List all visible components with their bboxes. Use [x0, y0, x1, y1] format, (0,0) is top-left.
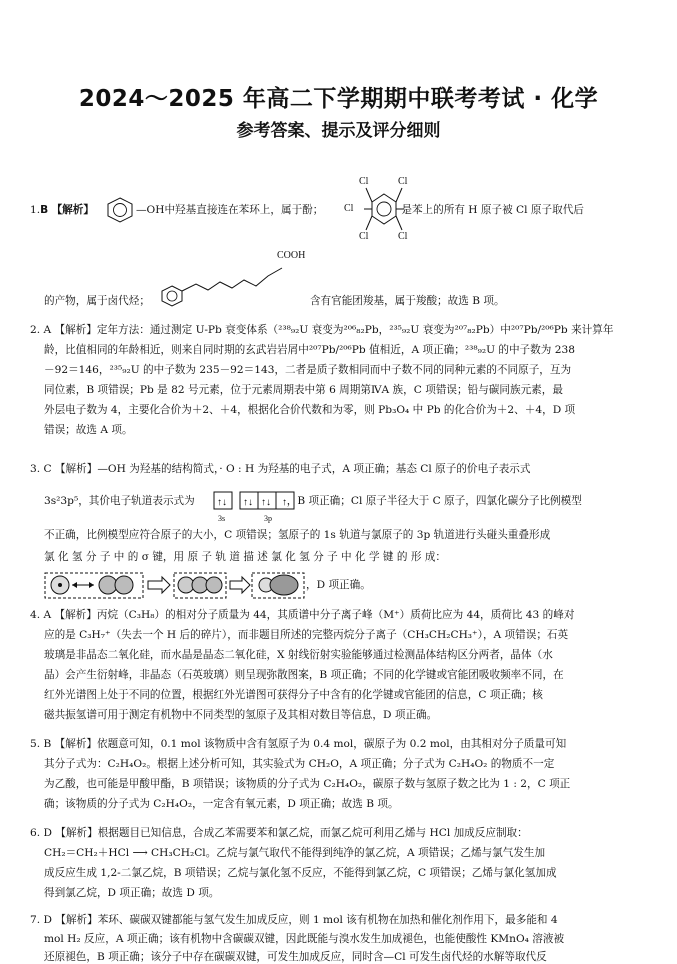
- q5-line: 为乙酸，也可能是甲酸甲酯，B 项错误；该物质的分子式为 C₂H₄O₂，碳原子数与氢原子数之比为 1 : 2，C 项正: [44, 778, 571, 790]
- orbital-diagram-icon: [213, 490, 303, 524]
- orbital-label-3s: 3s: [218, 514, 226, 523]
- q3-line: ，D 项正确。: [306, 579, 371, 591]
- q2-line: 外层电子数为 4，主要化合价为＋2、＋4，根据化合价代数和为零，则 Pb₃O₄ 中 Pb 的化合价为＋2、＋4，D 项: [44, 404, 576, 416]
- q4-line: 晶）会产生衍射峰，非晶态（石英玻璃）则呈现弥散图案，B 项正确；不同的化学键或官能团吸收频率不同，在: [44, 669, 564, 681]
- q3-line: 3. C 【解析】—OH 为羟基的结构简式，· O : H 为羟基的电子式，A 项正确；基态 Cl 原子的价电子表示式: [30, 463, 531, 475]
- q5-line: 5. B 【解析】依题意可知，0.1 mol 该物质中含有氢原子为 0.4 mol，碳原子为 0.2 mol，由其相对分子质量可知: [30, 738, 567, 750]
- phenol-structure-icon: [100, 196, 140, 224]
- cl-label: Cl: [359, 231, 369, 242]
- q1-line-2: 的产物，属于卤代烃； 含有官能团羧基，属于羧酸；故选 B 项。: [44, 295, 505, 307]
- page-title: 2024～2025 年高二下学期期中联考考试 · 化学: [78, 86, 599, 112]
- q3-line: 氯 化 氢 分 子 中 的 σ 键，用 原 子 轨 道 描 述 氯 化 氢 分 子 中 化 学 键 的 形 成：: [44, 551, 447, 563]
- q4-line: 磁共振氢谱可用于测定有机物中不同类型的氢原子及其相对数目等信息，D 项正确。: [44, 709, 438, 721]
- q6-line: 得到氯乙烷，D 项正确；故选 D 项。: [44, 887, 220, 899]
- q4-line: 红外光谱图上处于不同的位置，根据红外光谱图可获得分子中含有的化学键或官能团的信息，C 项正确；核: [44, 689, 543, 701]
- cl-label: Cl: [398, 231, 408, 242]
- q7-line: 还原褪色，B 项正确；该分子中存在碳碳双键，可发生加成反应，同时含—Cl 可发生卤代烃的水解等取代反: [44, 951, 547, 963]
- q6-line: 成反应生成 1,2-二氯乙烷，B 项错误；乙烷与氯化氢不反应，不能得到氯乙烷，C 项错误；乙烯与氯化氢加成: [44, 867, 557, 879]
- cooh-label: COOH: [277, 250, 306, 261]
- q4-line: 4. A 【解析】丙烷（C₃H₈）的相对分子质量为 44，其质谱中分子离子峰（M⁺）质荷比应为 44，质荷比 43 的峰对: [30, 609, 575, 621]
- q7-line: mol H₂ 反应，A 项正确；该有机物中含碳碳双键，因此既能与溴水发生加成褪色，也能使酸性 KMnO₄ 溶液被: [44, 933, 565, 945]
- orbital-overlap-diagram-icon: [44, 571, 306, 601]
- q6-line: CH₂＝CH₂＋HCl ⟶ CH₃CH₂Cl。乙烷与氯气取代不能得到纯净的氯乙烷，A 项错误；乙烯与氯气发生加: [44, 847, 546, 859]
- q4-line: 玻璃是非晶态二氧化硅，而水晶是晶态二氧化硅，X 射线衍射实验能够通过检测晶体结构区分两者，晶体（水: [44, 649, 553, 661]
- q2-line: 同位素，B 项错误；Pb 是 82 号元素，位于元素周期表中第 6 周期第ⅣA 族，C 项错误；铅与碳同族元素，最: [44, 384, 563, 396]
- cl-label: Cl: [398, 176, 408, 187]
- q2-line: 龄，比值相同的年龄相近，则来自同时期的玄武岩岩屑中²⁰⁷Pb/²⁰⁶Pb 值相近，A 项正确；²³⁸₉₂U 的中子数为 238: [44, 344, 575, 356]
- svg-text:↑↓: ↑↓: [261, 497, 271, 508]
- orbital-label-3p: 3p: [264, 514, 272, 523]
- svg-text:↑: ↑: [282, 497, 287, 508]
- q2-line: 错误；故选 A 项。: [44, 424, 133, 436]
- cl-label: Cl: [344, 203, 354, 214]
- q5-line: 确；该物质的分子式为 C₂H₄O₂，一定含有氧元素，D 项正确；故选 B 项。: [44, 798, 399, 810]
- q5-line: 其分子式为：C₂H₄O₂。根据上述分析可知，其实验式为 CH₂O，A 项正确；分子式为 C₂H₄O₂ 的物质不一定: [44, 758, 555, 770]
- cl-label: Cl: [359, 176, 369, 187]
- q7-line: 7. D 【解析】苯环、碳碳双键都能与氢气发生加成反应，则 1 mol 该有机物在加热和催化剂作用下，最多能和 4: [30, 914, 558, 926]
- q6-line: 6. D 【解析】根据题目已知信息，合成乙苯需要苯和氯乙烷，而氯乙烷可利用乙烯与 HCl 加成反应制取：: [30, 827, 528, 839]
- svg-text:↑↓: ↑↓: [217, 497, 227, 508]
- q4-line: 应的是 C₃H₇⁺（失去一个 H 后的碎片），而非题目所述的完整丙烷分子离子（CH₃CH₂CH₃⁺），A 项错误；石英: [44, 629, 569, 641]
- q1-line-1: 1.B 【解析】 —OH中羟基直接连在苯环上，属于酚； 是苯上的所有 H 原子被 Cl 原子取代后: [30, 204, 584, 216]
- page-subtitle: 参考答案、提示及评分细则: [236, 121, 441, 141]
- svg-text:↑↓: ↑↓: [243, 497, 253, 508]
- q3-line: 不正确，比例模型应符合原子的大小，C 项错误；氢原子的 1s 轨道与氯原子的 3p 轨道进行头碰头重叠形成: [44, 529, 551, 541]
- q3-line-orbital: 3s²3p⁵，其价电子轨道表示式为 ，B 项正确；Cl 原子半径大于 C 原子，四氯化碳分子比例模型: [44, 495, 582, 507]
- q2-line: 2. A 【解析】定年方法：通过测定 U-Pb 衰变体系（²³⁸₉₂U 衰变为²⁰⁶₈₂Pb，²³⁵₉₂U 衰变为²⁰⁷₈₂Pb）中²⁰⁷Pb/²⁰⁶Pb 来计算年: [30, 324, 614, 336]
- q2-line: －92＝146，²³⁵₉₂U 的中子数为 235－92＝143，二者是质子数相同而中子数不同的同种元素的不同原子，互为: [44, 364, 572, 376]
